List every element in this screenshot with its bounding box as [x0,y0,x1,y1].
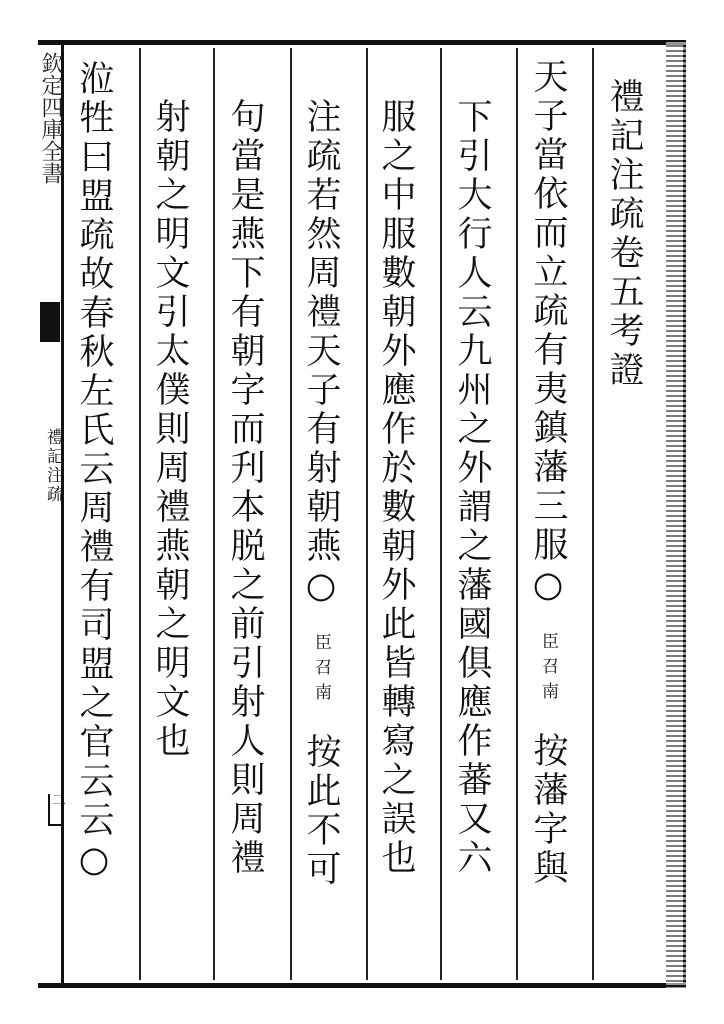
text-column-7: 射朝之明文引太僕則周禮燕朝之明文也 [150,98,190,761]
text-column-3: 下引大行人云九州之外謂之藩國俱應作蕃又六 [452,98,492,878]
column-ruling [366,48,368,980]
page-number: 二 [52,793,66,809]
text-column-2 [530,58,566,888]
column-ruling [290,48,292,980]
column-ruling [213,48,215,980]
text-column-8: 涖牲曰盟疏故春秋左氏云周禮有司盟之官云云○ [74,60,114,884]
page-frame [38,40,686,988]
column-ruling [440,48,442,980]
column-text-after: 按藩字與 [528,732,568,889]
text-column-4: 服之中服數朝外應作於數朝外此皆轉寫之誤也 [376,98,416,878]
column-ruling [592,48,594,980]
page-edge [666,40,686,988]
collection-title: 欽定四庫全書 [38,52,63,184]
column-text-after: 按此不可 [301,733,341,890]
page-marker [48,794,64,826]
annotation-note: 臣召南 [311,633,331,709]
annotation-note: 臣召南 [538,632,558,708]
fish-tail-mark [40,302,60,342]
running-title: 禮記注疏 [43,428,63,504]
column-ruling [139,48,141,980]
column-text: 注疏若然周禮天子有射朝燕○ [301,98,341,610]
text-column-5 [303,98,339,889]
text-column-6: 句當是燕下有朝字而刋本脱之前引射人則周禮 [225,98,265,878]
column-ruling [516,48,518,980]
column-text: 天子當依而立疏有夷鎮藩三服○ [528,58,568,609]
text-column-title: 禮記注疏卷五考證 [604,78,644,390]
